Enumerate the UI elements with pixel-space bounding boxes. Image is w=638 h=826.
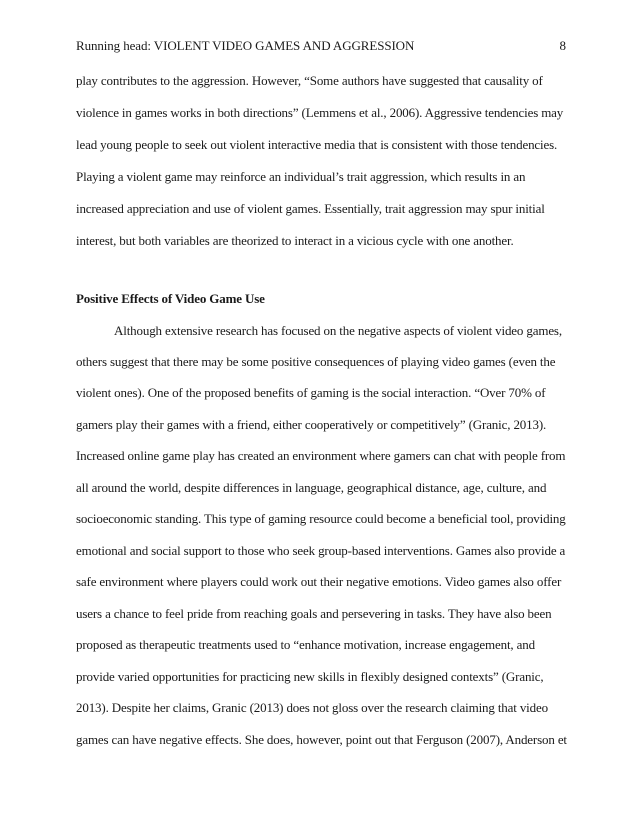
paragraph-line: Although extensive research has focused on the negative aspects of violent video games, — [114, 323, 562, 338]
paragraph-line: 2013). Despite her claims, Granic (2013) does not gloss over the research claiming that video — [76, 700, 548, 715]
paragraph-line: safe environment where players could work out their negative emotions. Video games also offer — [76, 574, 562, 589]
paragraph-line: gamers play their games with a friend, either cooperatively or competitively” (Granic, 2013). — [76, 417, 547, 432]
page-number: 8 — [559, 38, 566, 53]
paragraph-line: others suggest that there may be some positive consequences of playing video games (even the — [76, 354, 556, 369]
paragraph-line: play contributes to the aggression. However, “Some authors have suggested that causality of — [76, 73, 543, 88]
paragraph-line: increased appreciation and use of violent games. Essentially, trait aggression may spur initial — [76, 201, 545, 216]
running-head: Running head: VIOLENT VIDEO GAMES AND AGGRESSION — [76, 38, 415, 53]
paragraph-line: violent ones). One of the proposed benefits of gaming is the social interaction. “Over 70% of — [76, 385, 546, 400]
paragraph-line: socioeconomic standing. This type of gaming resource could become a beneficial tool, providing — [76, 511, 566, 526]
paragraph-line: lead young people to seek out violent interactive media that is consistent with those tendencies. — [76, 137, 558, 152]
paragraph-line: Playing a violent game may reinforce an individual’s trait aggression, which results in an — [76, 169, 526, 184]
paragraph-line: games can have negative effects. She does, however, point out that Ferguson (2007), Anderson et — [76, 732, 567, 747]
paragraph-line: interest, but both variables are theorized to interact in a vicious cycle with one another. — [76, 233, 514, 248]
paragraph-line: provide varied opportunities for practicing new skills in flexibly designed contexts” (Granic, — [76, 669, 544, 684]
paragraph-line: violence in games works in both directions” (Lemmens et al., 2006). Aggressive tendencies may — [76, 105, 564, 120]
paragraph-line: Increased online game play has created an environment where gamers can chat with people from — [76, 448, 566, 463]
paragraph-line: proposed as therapeutic treatments used to “enhance motivation, increase engagement, and — [76, 637, 535, 652]
paragraph-line: all around the world, despite differences in language, geographical distance, age, culture, and — [76, 480, 547, 495]
paragraph-line: users a chance to feel pride from reaching goals and persevering in tasks. They have also been — [76, 606, 552, 621]
section-heading: Positive Effects of Video Game Use — [76, 291, 265, 306]
paragraph-line: emotional and social support to those who seek group-based interventions. Games also provide a — [76, 543, 566, 558]
